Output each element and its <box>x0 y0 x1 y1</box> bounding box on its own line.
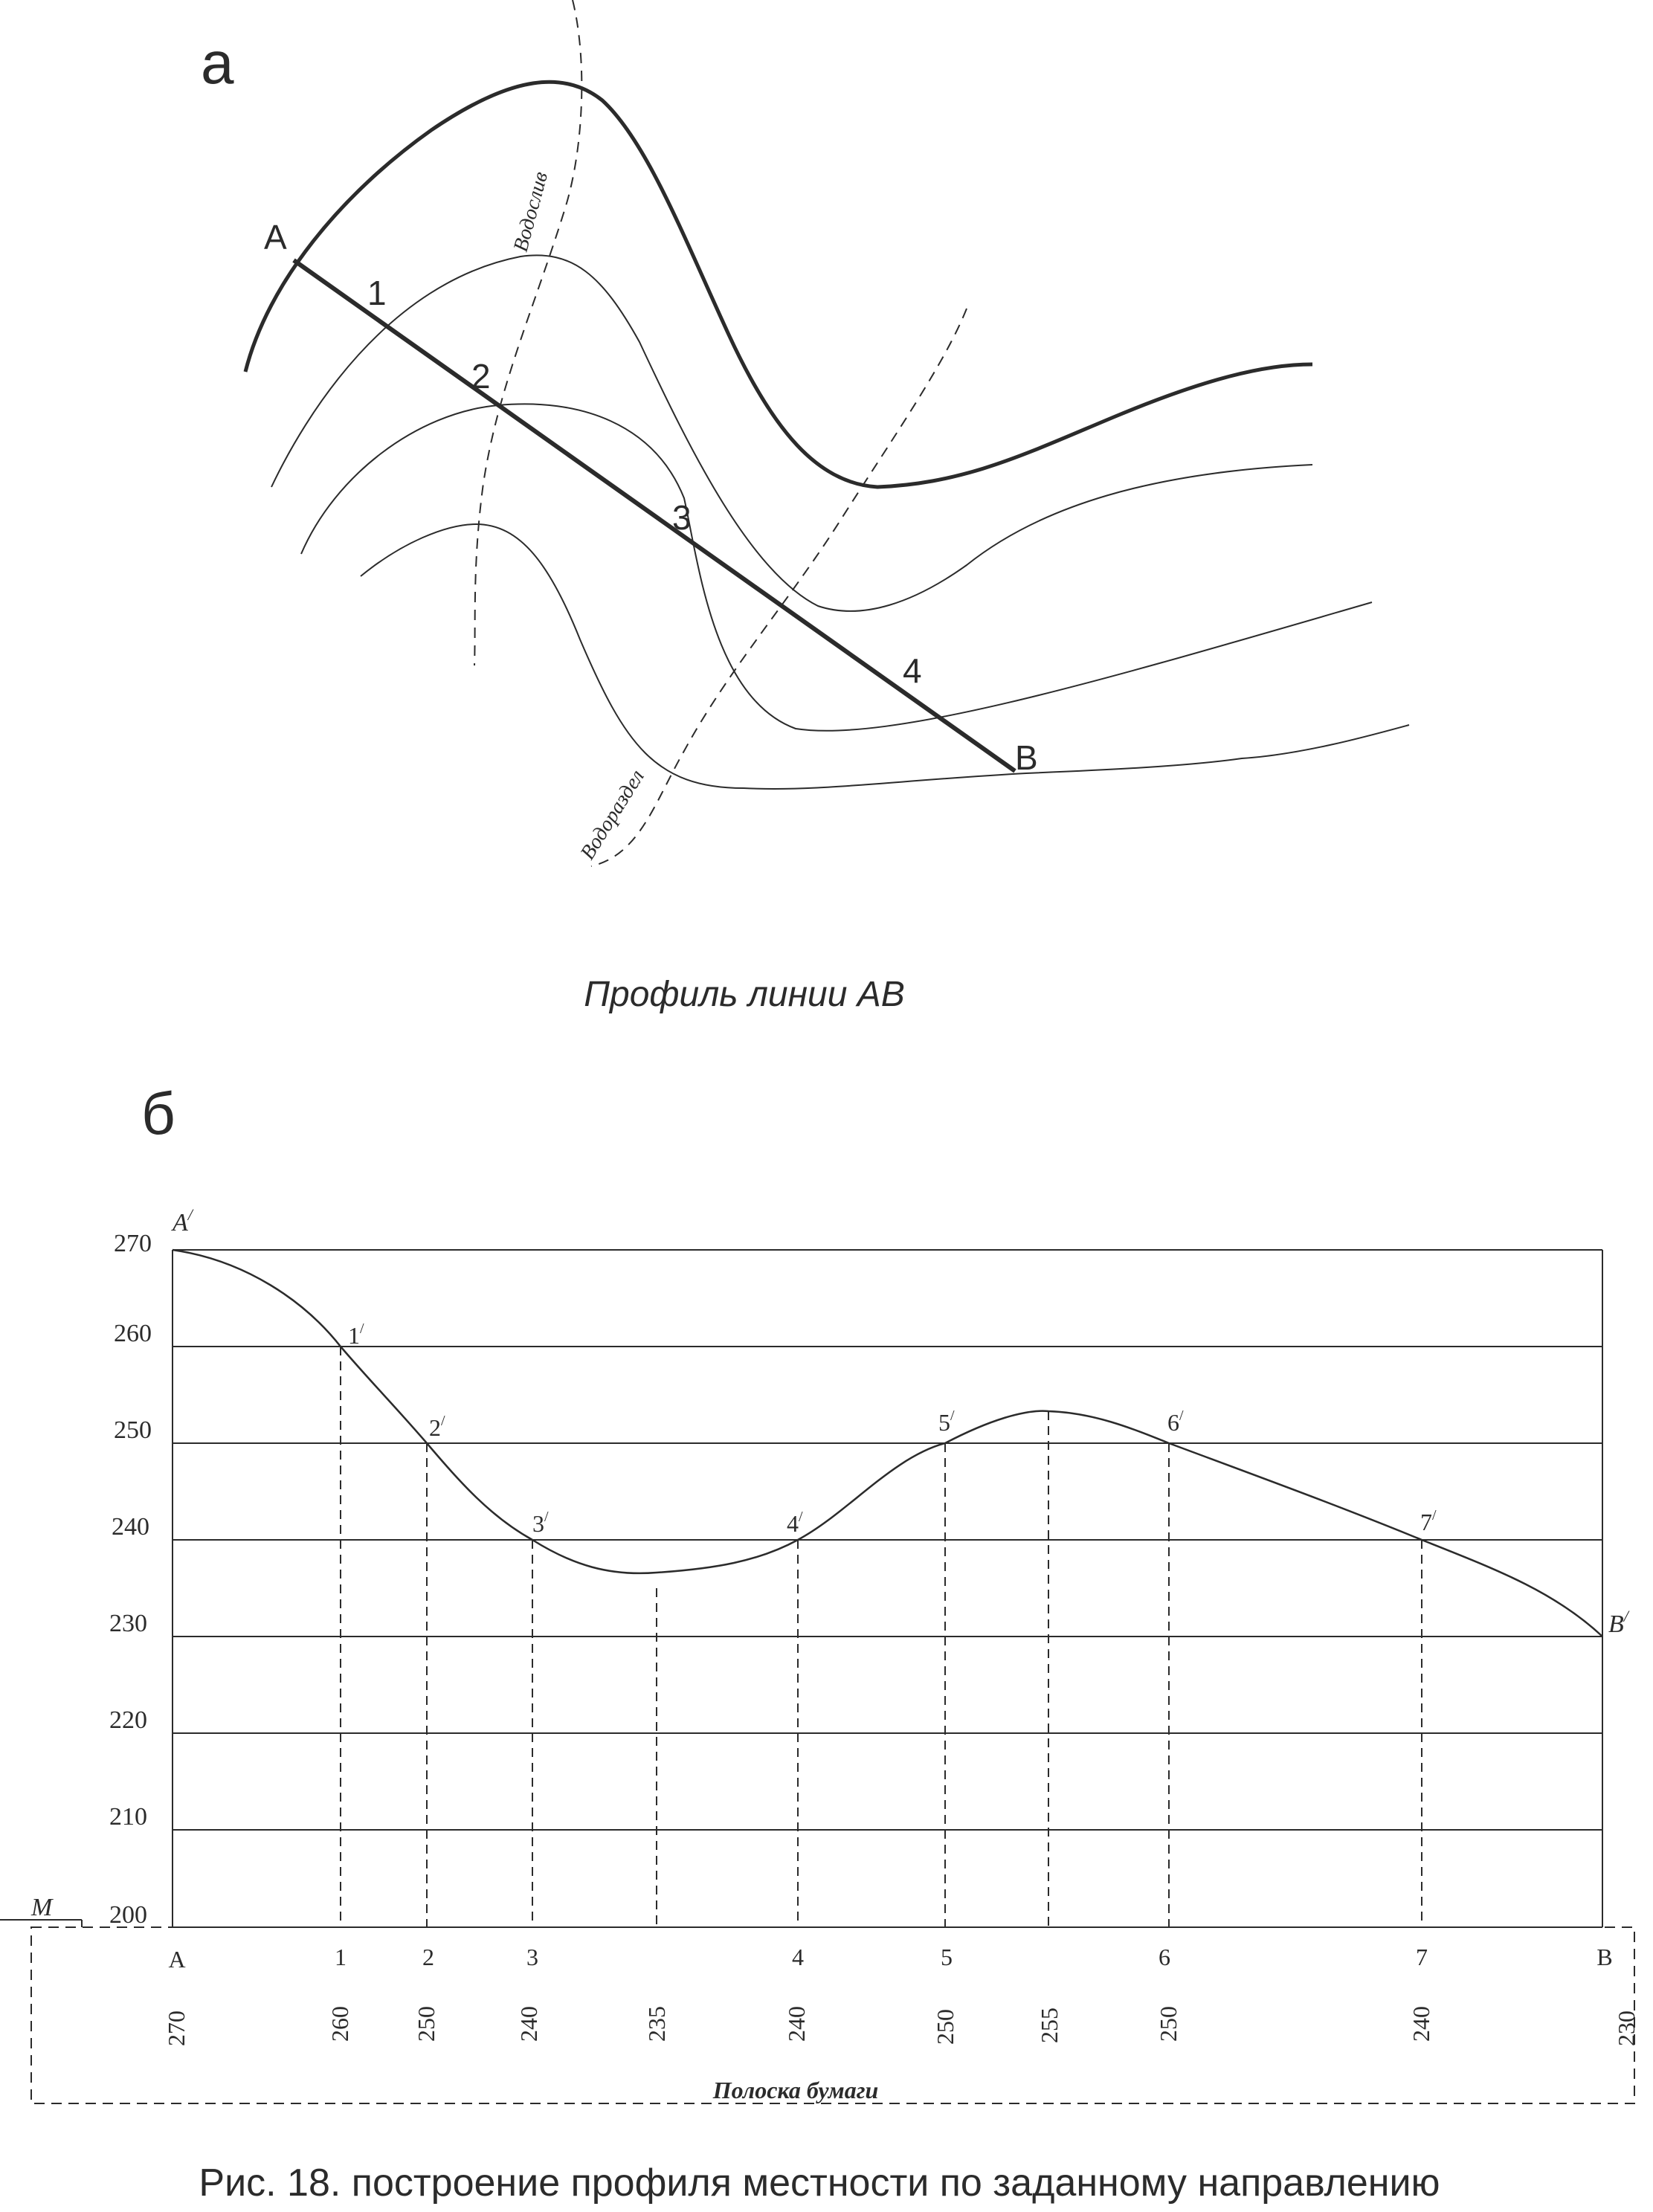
map-point-2-label: 2 <box>471 357 491 396</box>
y-tick-250: 250 <box>114 1416 152 1444</box>
vodorazdel-line <box>591 309 967 866</box>
strip-value: 260 <box>326 2006 353 2042</box>
curve-point-6-label: 6/ <box>1167 1408 1184 1436</box>
map-point-1-label: 1 <box>367 274 387 312</box>
strip-value: 270 <box>163 2011 190 2046</box>
curve-point-3-label: 3/ <box>532 1509 549 1537</box>
contour-line-3 <box>301 404 1372 730</box>
line-end-b-label: B <box>1015 738 1038 777</box>
map-point-4-label: 4 <box>903 651 922 690</box>
vodosliv-line <box>474 0 581 665</box>
strip-value: 240 <box>783 2006 810 2042</box>
curve-point-1-label: 1/ <box>348 1321 364 1349</box>
curve-point-5-label: 5/ <box>938 1408 955 1436</box>
strip-point-4: 4 <box>792 1944 804 1970</box>
y-tick-220: 220 <box>109 1706 147 1734</box>
m-label: M <box>31 1894 53 1921</box>
curve-start-label: A/ <box>173 1205 193 1236</box>
curve-end-label: B/ <box>1608 1607 1628 1638</box>
curve-point-4-label: 4/ <box>787 1509 803 1537</box>
y-tick-210: 210 <box>109 1803 147 1831</box>
figure-caption: Рис. 18. построение профиля местности по заданному направлению <box>199 2161 1440 2205</box>
y-tick-230: 230 <box>109 1610 147 1637</box>
strip-value: 250 <box>1155 2006 1182 2042</box>
panel-a <box>201 0 1409 866</box>
strip-title: Полоска бумаги <box>712 2077 879 2103</box>
contour-line-4 <box>361 524 1409 789</box>
panel-b-label: б <box>141 1080 175 1147</box>
y-tick-200: 200 <box>109 1901 147 1929</box>
strip-point-6: 6 <box>1159 1944 1170 1970</box>
strip-value: 240 <box>515 2006 542 2042</box>
line-end-a-label: A <box>264 218 287 257</box>
y-tick-260: 260 <box>114 1320 152 1347</box>
strip-value: 240 <box>1408 2006 1434 2042</box>
contour-line-2 <box>271 255 1312 611</box>
strip-point-1: 1 <box>335 1944 347 1970</box>
strip-value: 250 <box>932 2009 958 2045</box>
strip-point-5: 5 <box>941 1944 953 1970</box>
strip-value: 230 <box>1613 2011 1640 2046</box>
strip-value: 235 <box>643 2006 670 2042</box>
panel-b <box>0 1080 1640 2103</box>
strip-point-2: 2 <box>422 1944 434 1970</box>
strip-point-7: 7 <box>1416 1944 1428 1970</box>
map-point-3-label: 3 <box>672 498 692 537</box>
vodorazdel-label: Водораздел <box>576 766 649 864</box>
strip-point-3: 3 <box>526 1944 538 1970</box>
vodosliv-label: Водослив <box>509 169 553 254</box>
curve-point-7-label: 7/ <box>1420 1507 1437 1535</box>
curve-point-2-label: 2/ <box>429 1413 445 1441</box>
contour-line-top <box>245 82 1312 487</box>
y-tick-270: 270 <box>114 1230 152 1257</box>
line-ab <box>294 260 1015 771</box>
profile-title: Профиль линии АВ <box>584 975 905 1014</box>
y-tick-240: 240 <box>112 1513 149 1541</box>
panel-a-label: а <box>201 30 234 96</box>
strip-value: 255 <box>1036 2008 1063 2043</box>
strip-point-b: B <box>1596 1944 1613 1970</box>
strip-value: 250 <box>413 2006 439 2042</box>
strip-point-a: A <box>168 1946 186 1973</box>
